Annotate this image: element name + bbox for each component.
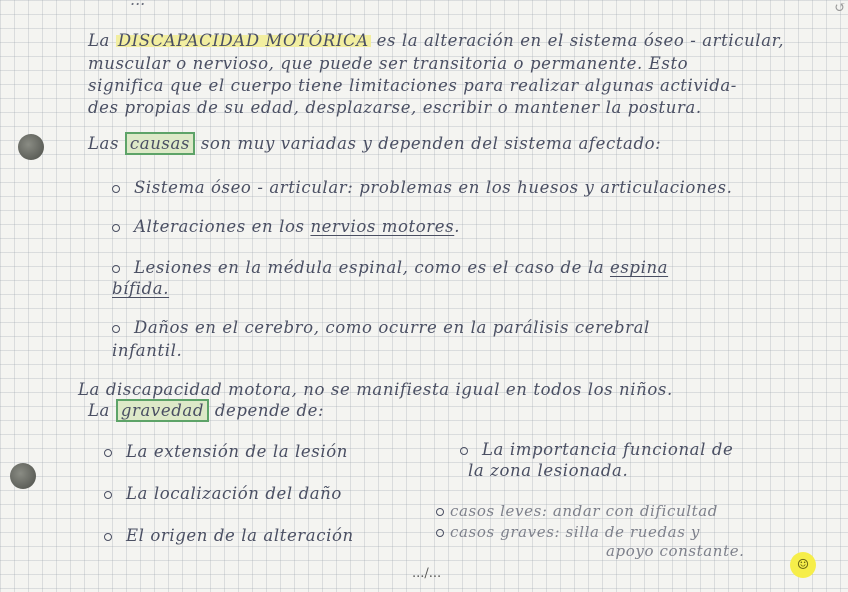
cause-item [112, 178, 732, 197]
corner-mark-icon: ↺ [834, 0, 846, 16]
intro-line-4: des propias de su edad, desplazarse, escribir o mantener la postura. [88, 98, 702, 117]
intro-text: La [88, 31, 116, 50]
boxed-term: gravedad [116, 399, 209, 422]
gravity-item [460, 440, 733, 459]
bullet-icon [460, 447, 468, 455]
intro-line-2: muscular o nervioso, que puede ser transitoria o permanente. Esto [88, 54, 689, 73]
cause-text: Alteraciones en los [134, 217, 311, 236]
case-item-continued: apoyo constante. [606, 542, 745, 560]
intro-line-3: significa que el cuerpo tiene limitaciones para realizar algunas activida- [88, 76, 737, 95]
bullet-icon [104, 449, 112, 457]
causes-text: Las [88, 134, 125, 153]
case-text: casos leves: andar con dificultad [450, 502, 719, 520]
causes-text: son muy variadas y dependen del sistema afectado: [200, 134, 662, 153]
bullet-icon [112, 265, 120, 273]
case-item [436, 502, 718, 520]
cut-off-heading [130, 0, 145, 9]
gravity-text: depende de: [214, 401, 325, 420]
binder-hole-icon [18, 134, 44, 160]
bullet-icon [112, 224, 120, 232]
gravity-item-continued: la zona lesionada. [468, 461, 629, 480]
bullet-icon [112, 185, 120, 193]
bullet-icon [104, 491, 112, 499]
bullet-icon [436, 529, 444, 537]
cause-item-continued: infantil. [112, 341, 183, 360]
bullet-icon [436, 508, 444, 516]
boxed-term: causas [125, 132, 195, 155]
case-item [436, 523, 700, 541]
gravity-item-text: La extensión de la lesión [126, 442, 348, 461]
gravity-item [104, 442, 348, 461]
gravity-item-text: La importancia funcional de [482, 440, 734, 459]
cause-text: . [454, 217, 461, 236]
underlined-term: bífida. [112, 279, 170, 298]
binder-hole-icon [10, 463, 36, 489]
causes-intro [88, 134, 661, 153]
intro-line-1 [88, 31, 784, 50]
intro-text: es la alteración en el sistema óseo - articular, [370, 31, 785, 50]
smiley-badge-icon: ☺ [790, 552, 816, 578]
page-continues-marker: .../... [412, 566, 442, 581]
underlined-term: nervios motores [310, 217, 455, 236]
gravity-intro-2 [88, 401, 324, 420]
cause-text: Daños en el cerebro, como ocurre en la parálisis cerebral [134, 318, 650, 337]
cause-item [112, 318, 650, 337]
cause-item [112, 217, 460, 236]
cause-item [112, 258, 668, 277]
underlined-term: espina [609, 258, 669, 277]
gravity-item-text: La localización del daño [126, 484, 342, 503]
bullet-icon [104, 533, 112, 541]
bullet-icon [112, 325, 120, 333]
cause-text: Sistema óseo - articular: problemas en los huesos y articulaciones. [134, 178, 733, 197]
case-text: casos graves: silla de ruedas y [450, 523, 700, 541]
gravity-item-text: El origen de la alteración [126, 526, 354, 545]
gravity-intro-1: La discapacidad motora, no se manifiesta igual en todos los niños. [78, 380, 673, 399]
gravity-item [104, 526, 354, 545]
highlighted-term: DISCAPACIDAD MOTÓRICA [117, 31, 369, 50]
cause-text: Lesiones en la médula espinal, como es el caso de la [134, 258, 610, 277]
cause-item-continued [112, 279, 169, 298]
gravity-item [104, 484, 342, 503]
gravity-text: La [88, 401, 116, 420]
